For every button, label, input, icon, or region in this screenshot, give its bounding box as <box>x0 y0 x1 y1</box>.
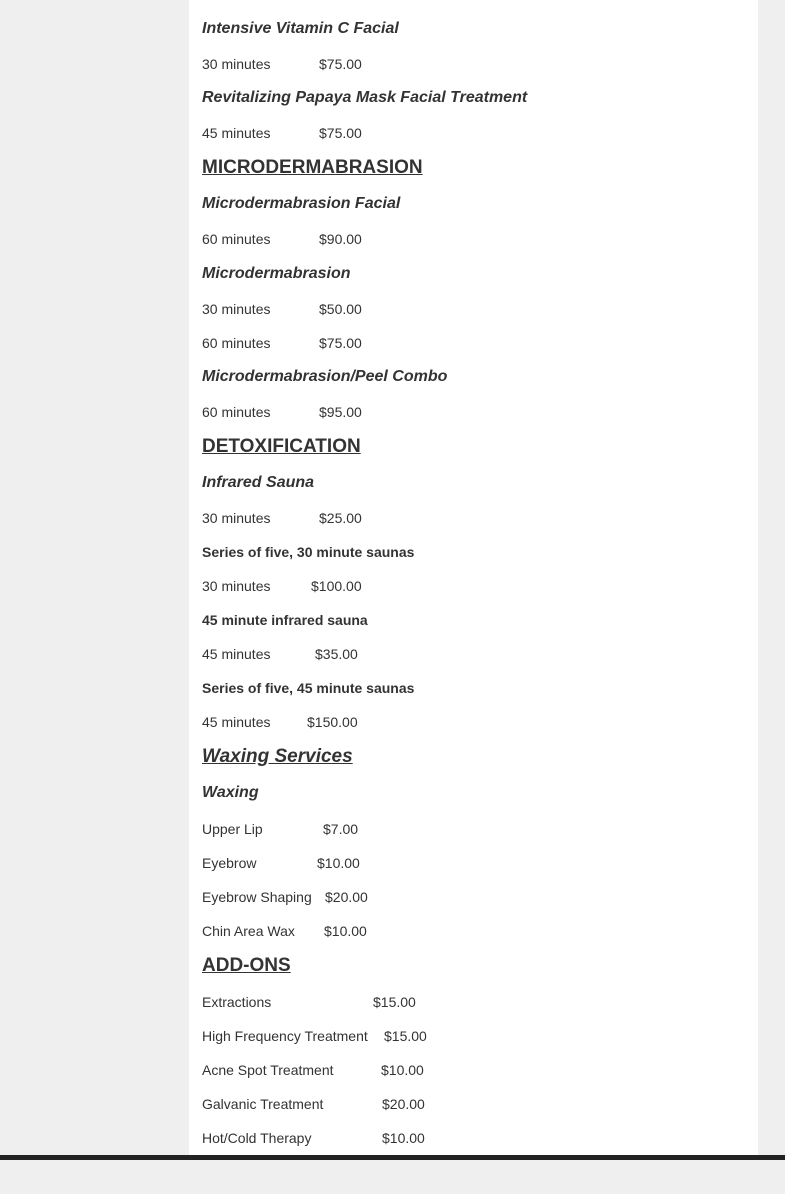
price: $10.00 <box>317 855 360 871</box>
service-title-waxing: Waxing <box>202 784 259 801</box>
item-name: Galvanic Treatment <box>202 1096 324 1112</box>
content-page <box>189 0 758 1160</box>
price: $20.00 <box>325 889 368 905</box>
duration: 45 minutes <box>202 125 271 141</box>
price: $50.00 <box>319 301 362 317</box>
service-title-infrared-sauna: Infrared Sauna <box>202 474 315 491</box>
price: $75.00 <box>319 56 362 72</box>
section-heading-add-ons: ADD-ONS <box>202 955 291 976</box>
duration: 60 minutes <box>202 231 271 247</box>
price: $35.00 <box>315 646 358 662</box>
section-heading-waxing-services: Waxing Services <box>202 746 353 767</box>
service-title-papaya: Revitalizing Papaya Mask Facial Treatment <box>202 89 528 106</box>
item-name: Eyebrow Shaping <box>202 889 312 905</box>
section-heading-detoxification: DETOXIFICATION <box>202 436 361 457</box>
price: $25.00 <box>319 510 362 526</box>
duration: 30 minutes <box>202 301 271 317</box>
item-name: Upper Lip <box>202 821 263 837</box>
duration: 60 minutes <box>202 335 271 351</box>
duration: 30 minutes <box>202 510 271 526</box>
price: $100.00 <box>311 578 362 594</box>
service-title-microderm-peel-combo: Microdermabrasion/Peel Combo <box>202 368 448 385</box>
price: $7.00 <box>323 821 359 837</box>
price: $95.00 <box>319 404 362 420</box>
service-title-series-45: Series of five, 45 minute saunas <box>202 680 415 696</box>
duration: 45 minutes <box>202 714 271 730</box>
price: $75.00 <box>319 335 362 351</box>
price: $150.00 <box>307 714 358 730</box>
price: $15.00 <box>373 994 416 1010</box>
price-row <box>202 1130 425 1194</box>
price-row <box>202 56 362 120</box>
duration: 30 minutes <box>202 56 271 72</box>
price: $20.00 <box>382 1096 425 1112</box>
duration: 45 minutes <box>202 646 271 662</box>
item-name: Chin Area Wax <box>202 923 295 939</box>
price: $90.00 <box>319 231 362 247</box>
price: $10.00 <box>324 923 367 939</box>
duration: 60 minutes <box>202 404 271 420</box>
service-title-microderm: Microdermabrasion <box>202 265 351 282</box>
service-title-vitamin-c: Intensive Vitamin C Facial <box>202 20 399 37</box>
duration: 30 minutes <box>202 578 271 594</box>
item-name: Hot/Cold Therapy <box>202 1130 312 1146</box>
section-heading-microdermabrasion: MICRODERMABRASION <box>202 157 423 178</box>
price: $75.00 <box>319 125 362 141</box>
price: $10.00 <box>381 1062 424 1078</box>
item-name: Eyebrow <box>202 855 257 871</box>
item-name: Extractions <box>202 994 272 1010</box>
item-name: Acne Spot Treatment <box>202 1062 334 1078</box>
service-title-microderm-facial: Microdermabrasion Facial <box>202 195 401 212</box>
service-title-series-30: Series of five, 30 minute saunas <box>202 544 415 560</box>
price: $10.00 <box>382 1130 425 1146</box>
item-name: High Frequency Treatment <box>202 1028 368 1044</box>
price: $15.00 <box>384 1028 427 1044</box>
bottom-border-bar <box>0 1155 785 1160</box>
service-title-sauna-45: 45 minute infrared sauna <box>202 612 368 628</box>
